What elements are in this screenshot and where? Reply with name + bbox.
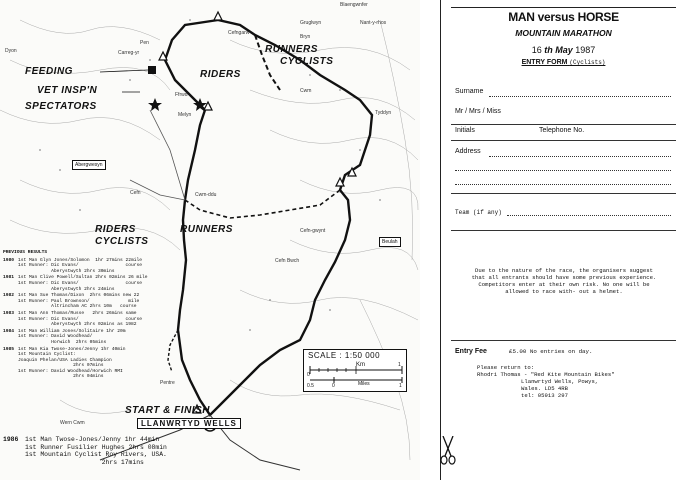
result-year: 1983	[3, 310, 15, 316]
place-ffrwd: Ffrwd	[175, 92, 188, 98]
route-label-riders-mid: RIDERS	[95, 224, 136, 235]
result-line: 1st Man Ann Thomas/Russe 2hrs 26mins same	[18, 310, 137, 316]
scale-box	[303, 349, 407, 392]
place-wern: Wern Cwm	[60, 420, 85, 426]
date-year: 1987	[575, 45, 596, 55]
winner-line	[3, 451, 233, 459]
entry-form-label: ENTRY FORM	[521, 59, 568, 66]
form-title: MAN versus HORSE	[508, 10, 619, 24]
winner-text: 1st Mountain Cyclist Roy Rivers, USA.	[25, 451, 167, 459]
route-label-runners-mid: RUNNERS	[180, 224, 233, 235]
result-row	[3, 329, 208, 346]
place-bryn: Bryn	[300, 34, 311, 40]
winner-text: 2hrs 17mins	[25, 458, 144, 466]
winner-line	[3, 436, 233, 444]
divider-1	[451, 124, 676, 125]
result-year: 1980	[3, 257, 15, 263]
result-line: 1st Runner: David Woodhead/Horwich RMI	[18, 368, 123, 374]
result-year: 1981	[3, 275, 15, 281]
entry-fee-label: Entry Fee	[455, 348, 487, 355]
place-gruglwyn: Gruglwyn	[300, 20, 322, 26]
result-row	[3, 347, 208, 381]
result-lines	[18, 293, 203, 310]
result-line: 1st Runner: Dic Evans/ course	[18, 280, 143, 286]
scale-km-1: 1	[398, 362, 401, 368]
result-line: Aberystwyth 2hrs 24mins	[18, 286, 115, 292]
header-rule	[451, 7, 676, 8]
telephone-label: Telephone No.	[539, 127, 585, 134]
place-blaengwnfer: Blaengwnfer	[340, 2, 368, 8]
scale-half: 0.5	[307, 383, 314, 389]
place-dyon: Dyon	[5, 48, 17, 54]
previous-results	[3, 250, 208, 381]
result-year: 1984	[3, 328, 15, 334]
place-cefn: Cefn	[130, 190, 141, 196]
place-melyn: Melyn	[178, 112, 192, 118]
route-label-cyclists-mid: CYCLISTS	[95, 236, 149, 247]
results-list	[3, 258, 208, 380]
return-line-1: Please return to:	[477, 364, 535, 371]
initials-label: Initials	[455, 127, 475, 134]
place-cefngarw: Cefngarw	[228, 30, 250, 36]
result-lines	[18, 329, 203, 346]
result-line: 1st Runner: Dic Evans/ course	[18, 316, 143, 322]
result-line: 1st Mountain Cyclist:	[18, 352, 76, 358]
safety-note: Due to the nature of the race, the organisers suggest that all entrants should have some previous experience. Competitors enter at their own risk. No one will be allowed to race with- out a helmet.	[471, 267, 657, 295]
scale-miles-label: Miles	[358, 381, 370, 387]
result-line: 1st Man Clive Powell/Sultan 2hrs 02mins 26 mile	[18, 275, 148, 281]
result-year: 1982	[3, 293, 15, 299]
divider-5	[451, 340, 676, 341]
return-line-3: Llanwrtyd Wells, Powys,	[521, 378, 599, 385]
legend-spectators: SPECTATORS	[25, 101, 97, 112]
address-label: Address	[455, 148, 481, 155]
place-cwm-ddu: Cwm-ddu	[195, 192, 217, 198]
result-row	[3, 293, 208, 310]
date-month: th May	[544, 45, 573, 55]
result-line: 1st Runner: David Woodhead/	[18, 334, 93, 340]
surname-field[interactable]	[489, 96, 671, 97]
winners-1986	[3, 436, 233, 466]
return-line-2: Rhodri Thomas - "Red Kite Mountain Bikes"	[477, 371, 615, 378]
result-year: 1985	[3, 346, 15, 352]
entry-form-heading	[451, 59, 676, 66]
result-line: 2hrs 07mins	[18, 363, 104, 369]
result-lines	[18, 347, 203, 381]
place-pen: Pen	[140, 40, 149, 46]
legend-vet-insp: VET INSP'N	[37, 85, 98, 96]
result-line: Joaquin Phelan/USA Ladies Champion	[18, 357, 112, 363]
address-field-1[interactable]	[489, 156, 671, 157]
team-label: Team (if any)	[455, 209, 502, 216]
results-title: PREVIOUS RESULTS	[3, 250, 48, 255]
legend-feeding: FEEDING	[25, 66, 73, 77]
entry-form-note: (Cyclists)	[569, 59, 606, 66]
start-finish-label: START & FINISH	[125, 405, 210, 416]
entry-form-panel	[440, 0, 679, 480]
scale-km-label: Km	[356, 362, 365, 368]
scale-miles-0: 0	[332, 383, 335, 389]
result-row	[3, 275, 208, 292]
result-lines	[18, 311, 203, 328]
address-field-3[interactable]	[455, 184, 671, 185]
form-subtitle: MOUNTAIN MARATHON	[515, 28, 612, 38]
result-line: Aberystwyth 2hrs 30mins	[18, 268, 115, 274]
result-row	[3, 311, 208, 328]
scale-title: SCALE : 1:50 000	[308, 351, 381, 360]
divider-2	[451, 140, 676, 141]
race-date	[451, 45, 676, 55]
winner-line	[3, 444, 233, 452]
result-lines	[18, 258, 203, 275]
result-line: Altrincham AC 2hrs 10m course	[18, 304, 137, 310]
route-label-runners-top: RUNNERS	[265, 44, 318, 55]
scale-km-0: 0	[307, 372, 310, 378]
scale-bar	[304, 350, 408, 393]
divider-3	[451, 193, 676, 194]
winner-text: 1st Runner Fusilier Hughes 2hrs 08min	[25, 443, 167, 451]
result-line: 1st Man Kia Twose-Jones/Jenny 1hr 40min	[18, 346, 126, 352]
result-line: Horwich 2hrs 05mins	[18, 339, 107, 345]
divider-4	[451, 230, 676, 231]
result-line: 1st Man William Jones/Solitaire 1hr 20m	[18, 328, 126, 334]
scissors-icon	[440, 436, 456, 466]
team-field[interactable]	[507, 215, 671, 216]
scale-miles-1: 1	[399, 383, 402, 389]
return-line-4: Wales. LD5 4RB	[521, 385, 568, 392]
result-line: 2hrs 04mins	[18, 374, 104, 380]
winner-line	[3, 459, 233, 467]
date-day: 16	[531, 45, 542, 55]
label-abergwesyn: Abergwesyn	[72, 160, 106, 170]
place-cefn-bwch: Cefn Bwch	[275, 258, 300, 264]
result-line: 1st Man Sue Thomas/Dixon 2hrs 06mins new 22	[18, 293, 140, 299]
result-line: 1st Man Glyn Jones/Solomon 1hr 27mins 22mile	[18, 257, 143, 263]
place-carreg: Carreg-yr	[118, 50, 140, 56]
route-label-cyclists-top: CYCLISTS	[280, 56, 334, 67]
return-address	[477, 364, 677, 399]
title-label: Mr / Mrs / Miss	[455, 108, 501, 115]
return-line-5: tel: 05913 297	[521, 392, 568, 399]
town-label: LLANWRTYD WELLS	[137, 418, 241, 429]
result-lines	[18, 275, 203, 292]
result-line: 1st Runner: Dic Evans/ course	[18, 263, 143, 269]
winner-text: 1st Man Twose-Jones/Jenny 1hr 44min	[25, 436, 160, 443]
entry-fee-value: £5.00 No entries on day.	[509, 348, 593, 355]
winner-year: 1986	[3, 436, 19, 443]
address-field-2[interactable]	[455, 170, 671, 171]
result-row	[3, 258, 208, 275]
place-tyddyn: Tyddyn	[375, 110, 392, 116]
route-label-riders-top: RIDERS	[200, 69, 241, 80]
result-line: 1st Runner: Paul Brownson/ mile	[18, 298, 140, 304]
place-cefn-gwynt: Cefn-gwynt	[300, 228, 326, 234]
place-nant-y-rhos: Nant-y-rhos	[360, 20, 387, 26]
place-cwm: Cwm	[300, 88, 312, 94]
surname-label: Surname	[455, 88, 484, 95]
label-beulah: Beulah	[379, 237, 401, 247]
place-pentre: Pentre	[160, 380, 175, 386]
result-line: Aberystwyth 2hrs 02mins as 1982	[18, 322, 137, 328]
